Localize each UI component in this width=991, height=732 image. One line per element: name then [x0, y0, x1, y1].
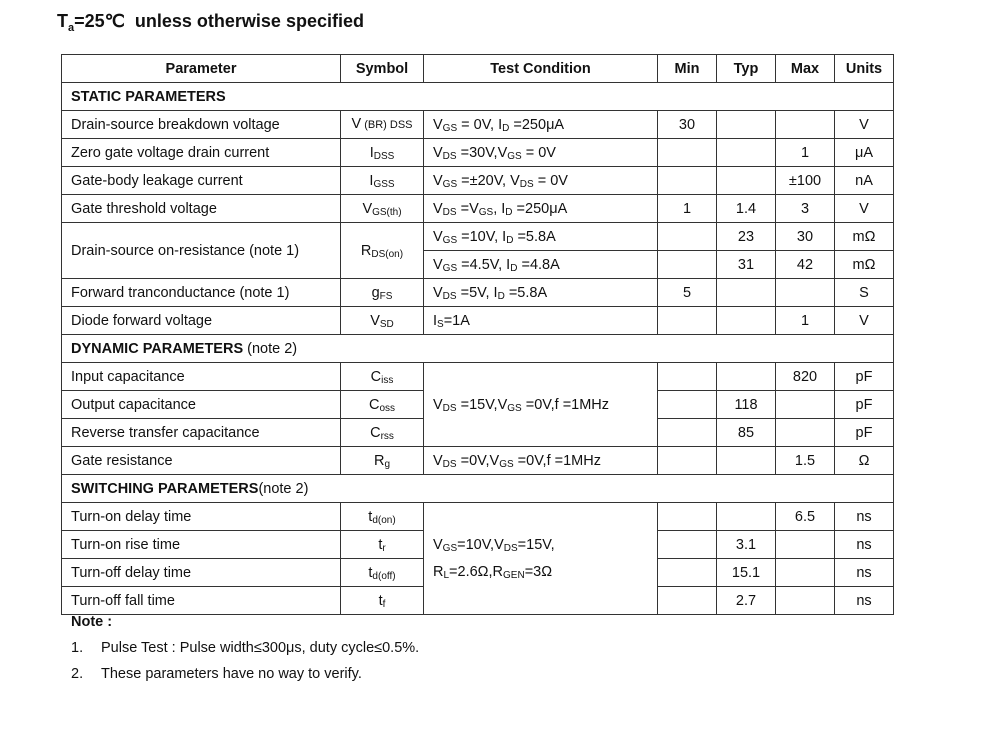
- page-title: $T_a=25℃$ unless otherwise specified: [57, 11, 364, 34]
- section-static: STATIC PARAMETERS: [62, 83, 894, 111]
- table-row: Drain-source breakdown voltage V (BR) DSS $V_{GS} = 0V$, $I_D =250\mu A$ 30 V: [62, 111, 894, 139]
- table-row: Gate-body leakage current $I_{GSS}$ $V_{GS} =\pm 20V$, $V_{DS} = 0V$ ±100 nA: [62, 167, 894, 195]
- table-row: $V_{GS} =4.5V$, $I_D =4.8A$ 31 42 mΩ: [62, 251, 894, 279]
- table-row: Reverse transfer capacitance $C_{rss}$ 85 pF: [62, 419, 894, 447]
- table-row: Zero gate voltage drain current $I_{DSS}$ $V_{DS} =30V,V_{GS} = 0V$ 1 μA: [62, 139, 894, 167]
- section-dynamic: DYNAMIC PARAMETERS (note 2): [62, 335, 894, 363]
- col-units: Units: [835, 55, 894, 83]
- table-row: Turn-on rise time $t_r$ 3.1 ns: [62, 531, 894, 559]
- note-item: 2. These parameters have no way to verify.: [71, 666, 362, 682]
- table-row: Input capacitance $C_{iss}$ $V_{DS} =15V,V_{GS} =0V,f =1MHz$ 820 pF: [62, 363, 894, 391]
- table-row: Drain-source on-resistance (note 1) $R_{DS(on)}$ $V_{GS} =10V$, $I_D =5.8A$ 23 30 mΩ: [62, 223, 894, 251]
- table-row: Output capacitance $C_{oss}$ 118 pF: [62, 391, 894, 419]
- col-max: Max: [776, 55, 835, 83]
- table-header-row: [62, 55, 894, 83]
- section-switching: SWITCHING PARAMETERS(note 2): [62, 475, 894, 503]
- table-row: Gate threshold voltage $V_{GS(th)}$ $V_{DS} =V_{GS}$, $I_D =250\mu A$ 1 1.4 3 V: [62, 195, 894, 223]
- table-row: Turn-off delay time $t_{d(off)}$ 15.1 ns: [62, 559, 894, 587]
- col-typ: Typ: [717, 55, 776, 83]
- table-row: Turn-on delay time $t_{d(on)}$ $V_{GS}=10V,V_{DS}=15V$, $R_L=2.6\Omega,R_{GEN}=3\Omega$ 6.5 ns: [62, 503, 894, 531]
- table-row: Gate resistance $R_g$ $V_{DS} =0V,V_{GS} =0V,f =1MHz$ 1.5 Ω: [62, 447, 894, 475]
- table-row: Turn-off fall time $t_f$ 2.7 ns: [62, 587, 894, 615]
- notes-title: Note :: [71, 614, 113, 630]
- table-row: Forward tranconductance (note 1) $g_{FS}$ $V_{DS} =5V$, $I_D =5.8A$ 5 S: [62, 279, 894, 307]
- col-test-condition: Test Condition: [424, 55, 658, 83]
- notes: [71, 614, 419, 692]
- col-min: Min: [658, 55, 717, 83]
- col-symbol: Symbol: [341, 55, 424, 83]
- electrical-characteristics-table: [61, 54, 894, 615]
- table-row: Diode forward voltage $V_{SD}$ $I_S=1A$ 1 V: [62, 307, 894, 335]
- col-parameter: Parameter: [62, 55, 341, 83]
- note-item: 1. Pulse Test : Pulse width≤300μs, duty cycle≤0.5%.: [71, 640, 420, 656]
